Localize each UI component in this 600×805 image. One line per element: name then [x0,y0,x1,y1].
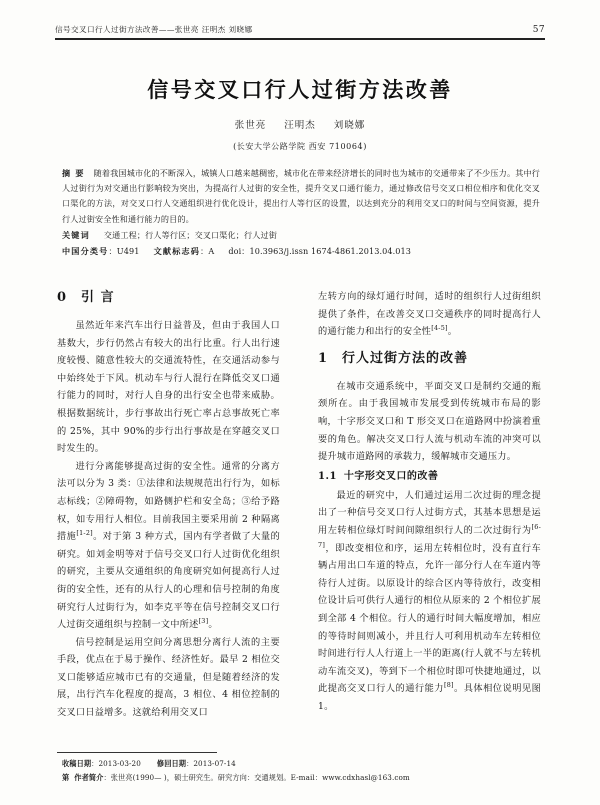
citation-ref-4: [6-7] [318,522,541,549]
section-1-1-paragraph-1 [318,487,541,716]
citation-ref-2: [3] [198,617,209,626]
running-head [55,24,545,35]
doc-code-label: 文献标志码 [153,246,201,257]
section-number-1-1: 1.1 [318,470,337,482]
abstract-text: 随着我国城市化的不断深入，城镇人口越来越稠密，城市化在带来经济增长的同时也为城市的交通带来了不少压力。其中行人过街行为对交通出行影响较为突出，为提高行人过街的安全性，提升交叉口通行能力，通过修改信号交叉口相位相序和优化交叉口渠化的方法，对交叉口行人交通组织进行优化设计，提出行人等行区的设置，以达到充分的利用交叉口的时间与空间资源，提升行人过街安全性和通行能力的目的。 [62,168,540,224]
footnote-divider [57,752,217,753]
author-bio-label: 作者简介 [74,772,104,782]
abstract-block [62,166,540,259]
revised-date-value: 2013-07-14 [193,759,236,768]
keywords-label: 关键词 [62,229,90,240]
sec11-p1-part-c: 。具体相位说明见图 1。 [318,683,542,712]
footnote-marker: 第 [62,772,70,782]
author-1: 张世亮 [234,120,267,131]
author-3: 刘晓娜 [333,120,366,131]
section-heading-intro [57,288,280,308]
body-column-left [57,288,280,722]
clc-value: U491 [116,246,140,257]
intro-p2-part-a: 进行分离能够提高过街的安全性。通常的分离方法可以分为 3 类：①法律和法规规范出行行为，如标志标线；②障碍物，如路侧护栏和安全岛；③给予路权，如专用行人相位。目前我国主要采用前 2 种隔离措施 [57,460,280,543]
intro-p3-cont-a: 左转方向的绿灯通行时间，适时的组织行人过街组织提供了条件，在改善交叉口交通秩序的同时提高行人的通行能力和出行的安全性 [318,291,541,338]
section-number-intro: 0 [57,290,68,305]
footnote-dates: 收稿日期：2013-03-20 修回日期：2013-07-14 [62,759,236,768]
classification-line: 中国分类号：U491 文献标志码：A doi：10.3963/j.issn 1674-4861.2013.04.013 [62,246,412,257]
body-column-right [318,288,541,715]
keywords-text: 交通工程；行人等行区；交叉口渠化；行人过街 [103,229,278,240]
affiliation: (长安大学公路学院 西安 710064) [233,142,367,151]
section-heading-1-1 [318,468,541,486]
footnote-author-bio: 第 作者简介：张世亮(1990— )，硕士研究生。研究方向：交通规划。E-mail：www.cdxhasl@163.com [62,772,410,782]
received-date-label: 收稿日期 [62,759,92,768]
clc-label: 中国分类号 [62,246,109,257]
abstract-label: 摘 要 [62,168,85,178]
author-list [0,117,600,131]
intro-p2-part-b: 。对于第 3 种方式，国内有学者做了大量的研究。如刘金明等对于信号交叉口行人过街优化组织的研究，主要从交通组织的角度研究如何提高行人过街的安全性，还有的从行人的心理和信号控制的角度研究行人过街行为，如李克平等在信号控制交叉口行人过街交通组织与控制一文中所述 [57,531,281,631]
citation-ref-5: [8] [443,681,454,690]
running-head-title: 信号交叉口行人过街方法改善——张世亮 汪明杰 刘晓娜 [55,25,253,34]
revised-date-label: 修回日期 [156,759,187,768]
author-bio-value: 张世亮(1990— )，硕士研究生。研究方向：交通规划。E-mail：www.cdxhasl@163.com [110,772,410,782]
intro-paragraph-3: 信号控制是运用空间分离思想分离行人流的主要手段，优点在于易于操作、经济性好。最早 2 相位交叉口能够适应城市已有的交通量，但是随着经济的发展，出行汽车化程度的提高，3 相位、4 相位控制的交叉口日益增多。这就给利用交叉口 [57,636,280,719]
section-title-1-1: 十字形交叉口的改善 [343,470,439,482]
keywords-line [62,228,540,243]
intro-paragraph-3-continued [318,288,541,341]
footnote-block [62,757,542,784]
intro-p2-part-c: 。 [208,619,218,631]
abstract-paragraph [62,166,540,227]
section-number-1: 1 [318,350,329,366]
doi-value: doi：10.3963/j.issn 1674-4861.2013.04.013 [228,246,412,257]
intro-paragraph-1: 虽然近年来汽车出行日益普及，但由于我国人口基数大，步行仍然占有较大的出行比重。行人出行速度较慢、随意性较大的交通流特性，在交通活动参与中始终处于下风。机动车与行人混行在降低交叉口通行能力的同时，对行人自身的出行安全也带来威胁。根据数据统计，步行事故出行死亡率占总事故死亡率的 25%，其中 90%的步行出行事故是在穿越交叉口时发生的。 [57,320,280,455]
intro-p3-cont-b: 。 [447,326,458,338]
intro-paragraph-2 [57,458,280,634]
author-2: 汪明杰 [284,120,316,131]
section-heading-1 [318,349,541,369]
section-1-paragraph-1: 在城市交通系统中，平面交叉口是制约交通的瓶颈所在。由于我国城市发展受到传统城市布局的影响，十字形交叉口和 T 形交叉口在道路网中扮演着重要的角色。解决交叉口行人流与机动车流的冲突可以提升城市道路网的承载力，缓解城市交通压力。 [318,380,541,463]
received-date-value: 2013-03-20 [98,759,141,768]
section-title-intro: 引 言 [81,290,115,305]
citation-ref-1: [1-2] [76,529,93,538]
sec11-p1-part-a: 最近的研究中，人们通过运用二次过街的理念提出了一种信号交叉口行人过街方式，其基本思想是运用左转相位绿灯时间间隙组织行人的二次过街行为 [318,489,541,536]
section-title-1: 行人过街方法的改善 [342,350,469,366]
page-number: 57 [532,25,545,35]
doc-code-value: A [208,246,215,257]
page-title: 信号交叉口行人过街方法改善 [147,77,453,102]
citation-ref-3: [4-5] [431,324,448,333]
sec11-p1-part-b: ，即改变相位和序，运用左转相位时，没有直行车辆占用出口车道的特点，允许一部分行人在车道内等待行人过街。以原设计的综合区内等待放行，改变相位设计后可供行人通行的相位从原来的 2 个相位扩展到全部 4 个相位。行人的通行时间大幅度增加，相应的等待时间则减小，并且行人可利用机动车左转相位时间进行行人人行道上一半的距离(行人就不与左转机动车流交叉)，等到下一个相位时即可快捷地通过，以此提高交叉口行人的通行能力 [318,542,541,695]
header-divider [55,38,545,40]
